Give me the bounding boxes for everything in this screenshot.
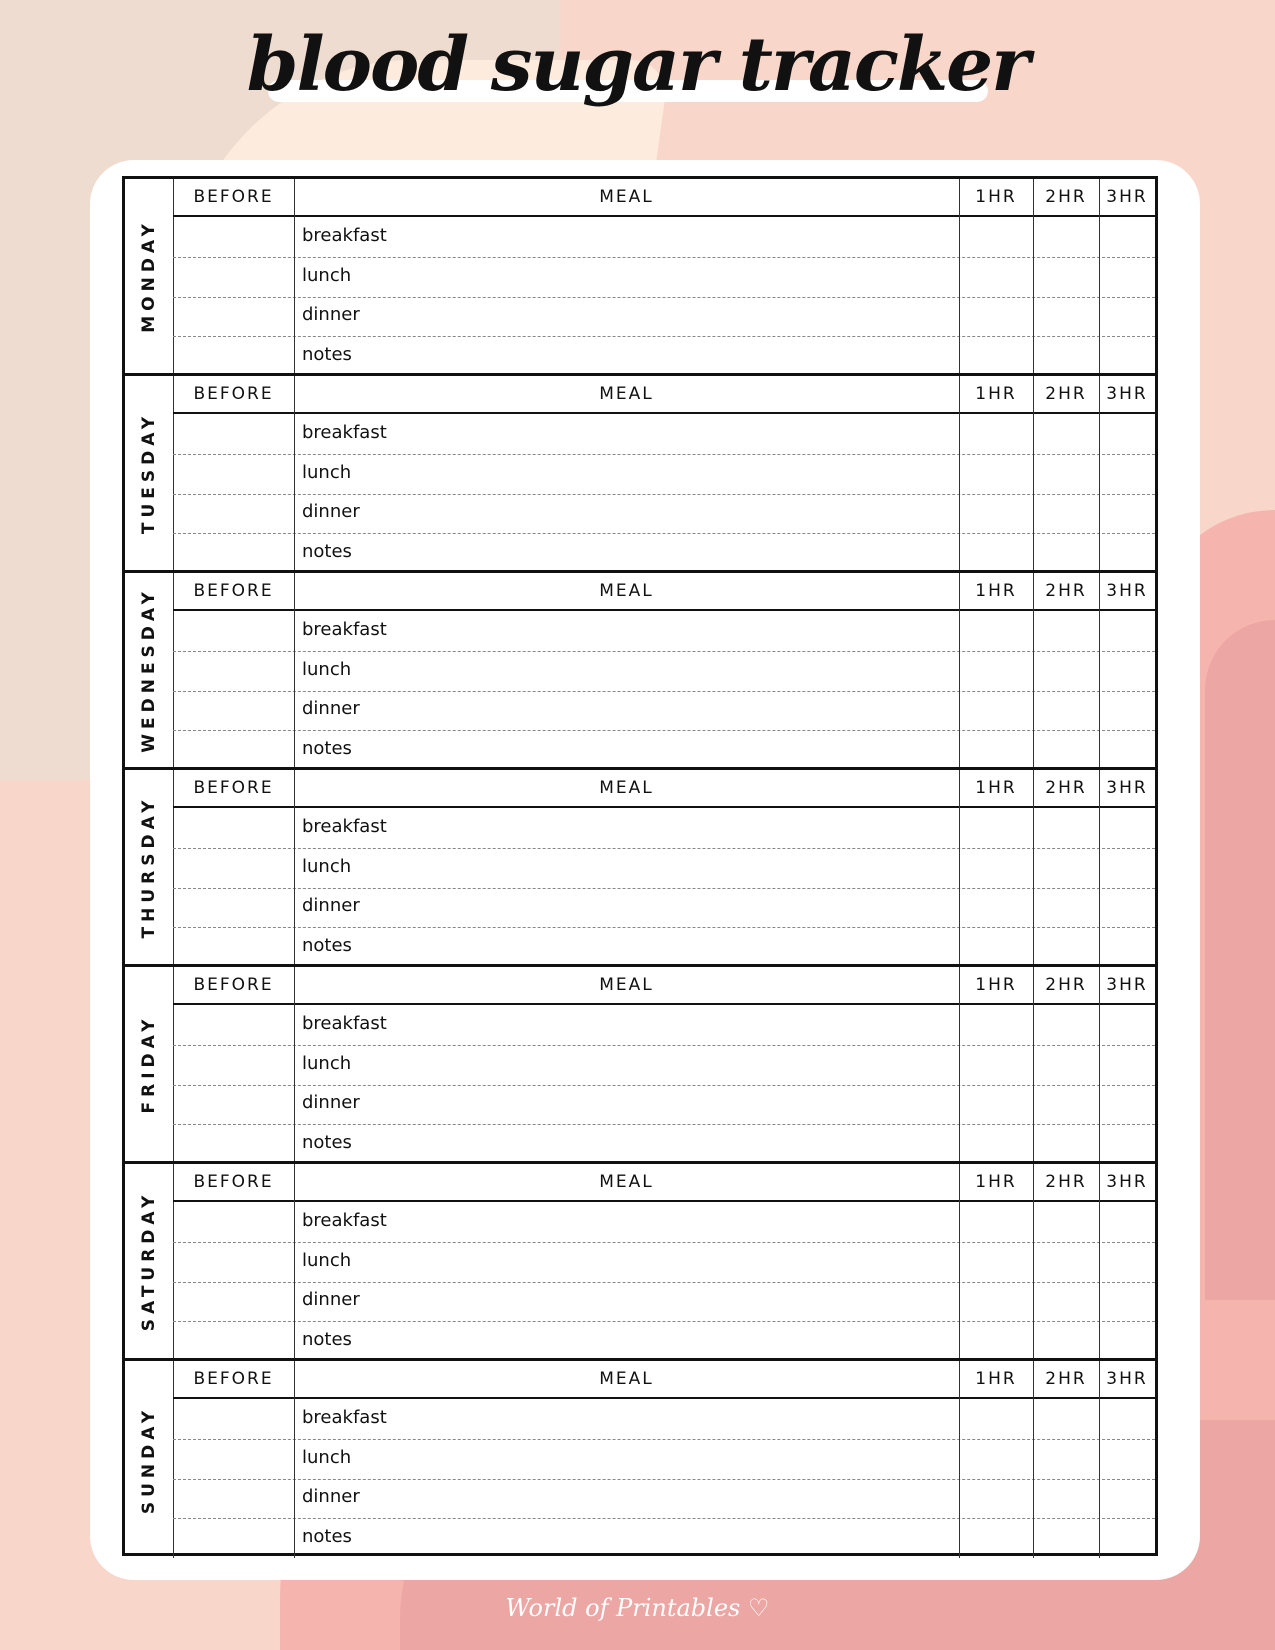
day-label: [125, 1361, 174, 1558]
day-label: [125, 376, 174, 570]
row-label: dinner: [302, 1486, 360, 1507]
column-header-meal: MEAL: [599, 1172, 654, 1192]
entry-row-dinner[interactable]: [173, 1084, 1155, 1125]
column-divider: [1099, 770, 1100, 964]
entry-row-breakfast[interactable]: [173, 217, 1155, 258]
row-label: lunch: [302, 855, 352, 877]
entry-row-lunch[interactable]: [173, 454, 1155, 495]
day-label: [125, 179, 174, 373]
column-header-before: BEFORE: [193, 778, 274, 798]
day-block-thursday: [125, 770, 1155, 967]
day-label: [125, 770, 174, 964]
column-header-hr2: 2HR: [1045, 581, 1087, 601]
tracker-table: [122, 176, 1158, 1556]
entry-row-breakfast[interactable]: [173, 1202, 1155, 1243]
column-divider: [294, 179, 295, 373]
day-name: TUESDAY: [139, 411, 159, 535]
entry-row-notes[interactable]: [173, 336, 1155, 376]
column-header-before: BEFORE: [193, 384, 274, 404]
entry-row-dinner[interactable]: [173, 887, 1155, 928]
row-label: notes: [302, 540, 352, 562]
column-header-row: [173, 1361, 1155, 1399]
row-label: breakfast: [302, 225, 387, 246]
column-divider: [1099, 573, 1100, 767]
day-name: FRIDAY: [139, 1014, 159, 1114]
entry-row-dinner[interactable]: [173, 493, 1155, 534]
day-name: SUNDAY: [139, 1405, 159, 1514]
row-label: dinner: [302, 1092, 360, 1113]
column-header-before: BEFORE: [193, 975, 274, 995]
column-header-hr1: 1HR: [975, 384, 1017, 404]
entry-row-breakfast[interactable]: [173, 414, 1155, 455]
column-divider: [294, 573, 295, 767]
day-block-friday: [125, 967, 1155, 1164]
column-header-hr2: 2HR: [1045, 778, 1087, 798]
entry-row-breakfast[interactable]: [173, 611, 1155, 652]
column-divider: [959, 376, 960, 570]
column-divider: [1099, 376, 1100, 570]
column-header-row: [173, 967, 1155, 1005]
column-divider: [959, 179, 960, 373]
column-header-hr3: 3HR: [1106, 187, 1148, 207]
day-block-tuesday: [125, 376, 1155, 573]
entry-row-lunch[interactable]: [173, 1045, 1155, 1086]
entry-row-dinner[interactable]: [173, 690, 1155, 731]
column-header-row: [173, 770, 1155, 808]
day-label: [125, 573, 174, 767]
column-header-row: [173, 1164, 1155, 1202]
entry-row-notes[interactable]: [173, 730, 1155, 770]
column-header-meal: MEAL: [599, 1369, 654, 1389]
column-divider: [294, 1361, 295, 1558]
entry-row-notes[interactable]: [173, 927, 1155, 967]
row-label: breakfast: [302, 816, 387, 837]
row-label: lunch: [302, 264, 352, 286]
column-divider: [1033, 376, 1034, 570]
day-name: MONDAY: [139, 219, 159, 333]
column-header-hr1: 1HR: [975, 778, 1017, 798]
row-label: lunch: [302, 658, 352, 680]
entry-row-breakfast[interactable]: [173, 1399, 1155, 1440]
day-name: WEDNESDAY: [139, 587, 159, 753]
column-divider: [1099, 179, 1100, 373]
entry-row-notes[interactable]: [173, 1518, 1155, 1558]
row-label: breakfast: [302, 1013, 387, 1034]
row-label: notes: [302, 343, 352, 365]
column-header-hr3: 3HR: [1106, 384, 1148, 404]
row-label: dinner: [302, 698, 360, 719]
column-header-hr1: 1HR: [975, 581, 1017, 601]
row-label: notes: [302, 737, 352, 759]
entry-row-notes[interactable]: [173, 1124, 1155, 1164]
column-divider: [294, 770, 295, 964]
day-name: THURSDAY: [139, 795, 159, 939]
entry-row-dinner[interactable]: [173, 1281, 1155, 1322]
column-header-before: BEFORE: [193, 187, 274, 207]
column-divider: [1099, 1361, 1100, 1558]
column-header-hr2: 2HR: [1045, 1172, 1087, 1192]
row-label: notes: [302, 1131, 352, 1153]
column-header-hr3: 3HR: [1106, 1369, 1148, 1389]
column-header-hr2: 2HR: [1045, 187, 1087, 207]
day-block-wednesday: [125, 573, 1155, 770]
column-header-hr1: 1HR: [975, 1172, 1017, 1192]
column-header-before: BEFORE: [193, 1369, 274, 1389]
day-label: [125, 1164, 174, 1358]
row-label: lunch: [302, 461, 352, 483]
entry-row-lunch[interactable]: [173, 257, 1155, 298]
column-divider: [1033, 770, 1034, 964]
column-divider: [294, 1164, 295, 1358]
entry-row-breakfast[interactable]: [173, 1005, 1155, 1046]
row-label: notes: [302, 1328, 352, 1350]
row-label: notes: [302, 934, 352, 956]
column-divider: [1033, 1361, 1034, 1558]
entry-row-lunch[interactable]: [173, 1242, 1155, 1283]
column-divider: [959, 967, 960, 1161]
column-header-hr2: 2HR: [1045, 384, 1087, 404]
column-header-meal: MEAL: [599, 975, 654, 995]
column-header-meal: MEAL: [599, 384, 654, 404]
column-divider: [959, 770, 960, 964]
column-header-hr3: 3HR: [1106, 778, 1148, 798]
column-divider: [959, 1361, 960, 1558]
entry-row-notes[interactable]: [173, 1321, 1155, 1361]
row-label: breakfast: [302, 1210, 387, 1231]
column-divider: [1033, 967, 1034, 1161]
day-block-saturday: [125, 1164, 1155, 1361]
row-label: dinner: [302, 1289, 360, 1310]
column-header-hr2: 2HR: [1045, 1369, 1087, 1389]
column-header-hr3: 3HR: [1106, 1172, 1148, 1192]
entry-row-lunch[interactable]: [173, 651, 1155, 692]
row-label: lunch: [302, 1446, 352, 1468]
column-header-hr3: 3HR: [1106, 975, 1148, 995]
column-header-row: [173, 376, 1155, 414]
column-divider: [294, 376, 295, 570]
column-divider: [959, 1164, 960, 1358]
day-label: [125, 967, 174, 1161]
row-label: notes: [302, 1525, 352, 1547]
row-label: breakfast: [302, 619, 387, 640]
day-name: SATURDAY: [139, 1190, 159, 1332]
entry-row-notes[interactable]: [173, 533, 1155, 573]
day-block-monday: [125, 179, 1155, 376]
column-divider: [1033, 1164, 1034, 1358]
column-header-row: [173, 573, 1155, 611]
column-header-meal: MEAL: [599, 778, 654, 798]
column-divider: [959, 573, 960, 767]
column-header-hr1: 1HR: [975, 975, 1017, 995]
column-divider: [1099, 1164, 1100, 1358]
footer-logo: World of Printables ♡: [505, 1594, 770, 1622]
column-header-row: [173, 179, 1155, 217]
column-divider: [294, 967, 295, 1161]
column-header-hr1: 1HR: [975, 1369, 1017, 1389]
column-header-hr1: 1HR: [975, 187, 1017, 207]
column-header-hr3: 3HR: [1106, 581, 1148, 601]
entry-row-lunch[interactable]: [173, 848, 1155, 889]
entry-row-lunch[interactable]: [173, 1439, 1155, 1480]
column-divider: [1033, 573, 1034, 767]
row-label: breakfast: [302, 422, 387, 443]
row-label: lunch: [302, 1249, 352, 1271]
entry-row-dinner[interactable]: [173, 1478, 1155, 1519]
column-header-before: BEFORE: [193, 1172, 274, 1192]
row-label: lunch: [302, 1052, 352, 1074]
column-header-before: BEFORE: [193, 581, 274, 601]
row-label: dinner: [302, 304, 360, 325]
column-header-hr2: 2HR: [1045, 975, 1087, 995]
entry-row-breakfast[interactable]: [173, 808, 1155, 849]
row-label: dinner: [302, 501, 360, 522]
column-divider: [1033, 179, 1034, 373]
row-label: dinner: [302, 895, 360, 916]
entry-row-dinner[interactable]: [173, 296, 1155, 337]
row-label: breakfast: [302, 1407, 387, 1428]
page-title: blood sugar tracker: [246, 22, 1029, 108]
column-header-meal: MEAL: [599, 581, 654, 601]
column-header-meal: MEAL: [599, 187, 654, 207]
column-divider: [1099, 967, 1100, 1161]
day-block-sunday: [125, 1361, 1155, 1558]
